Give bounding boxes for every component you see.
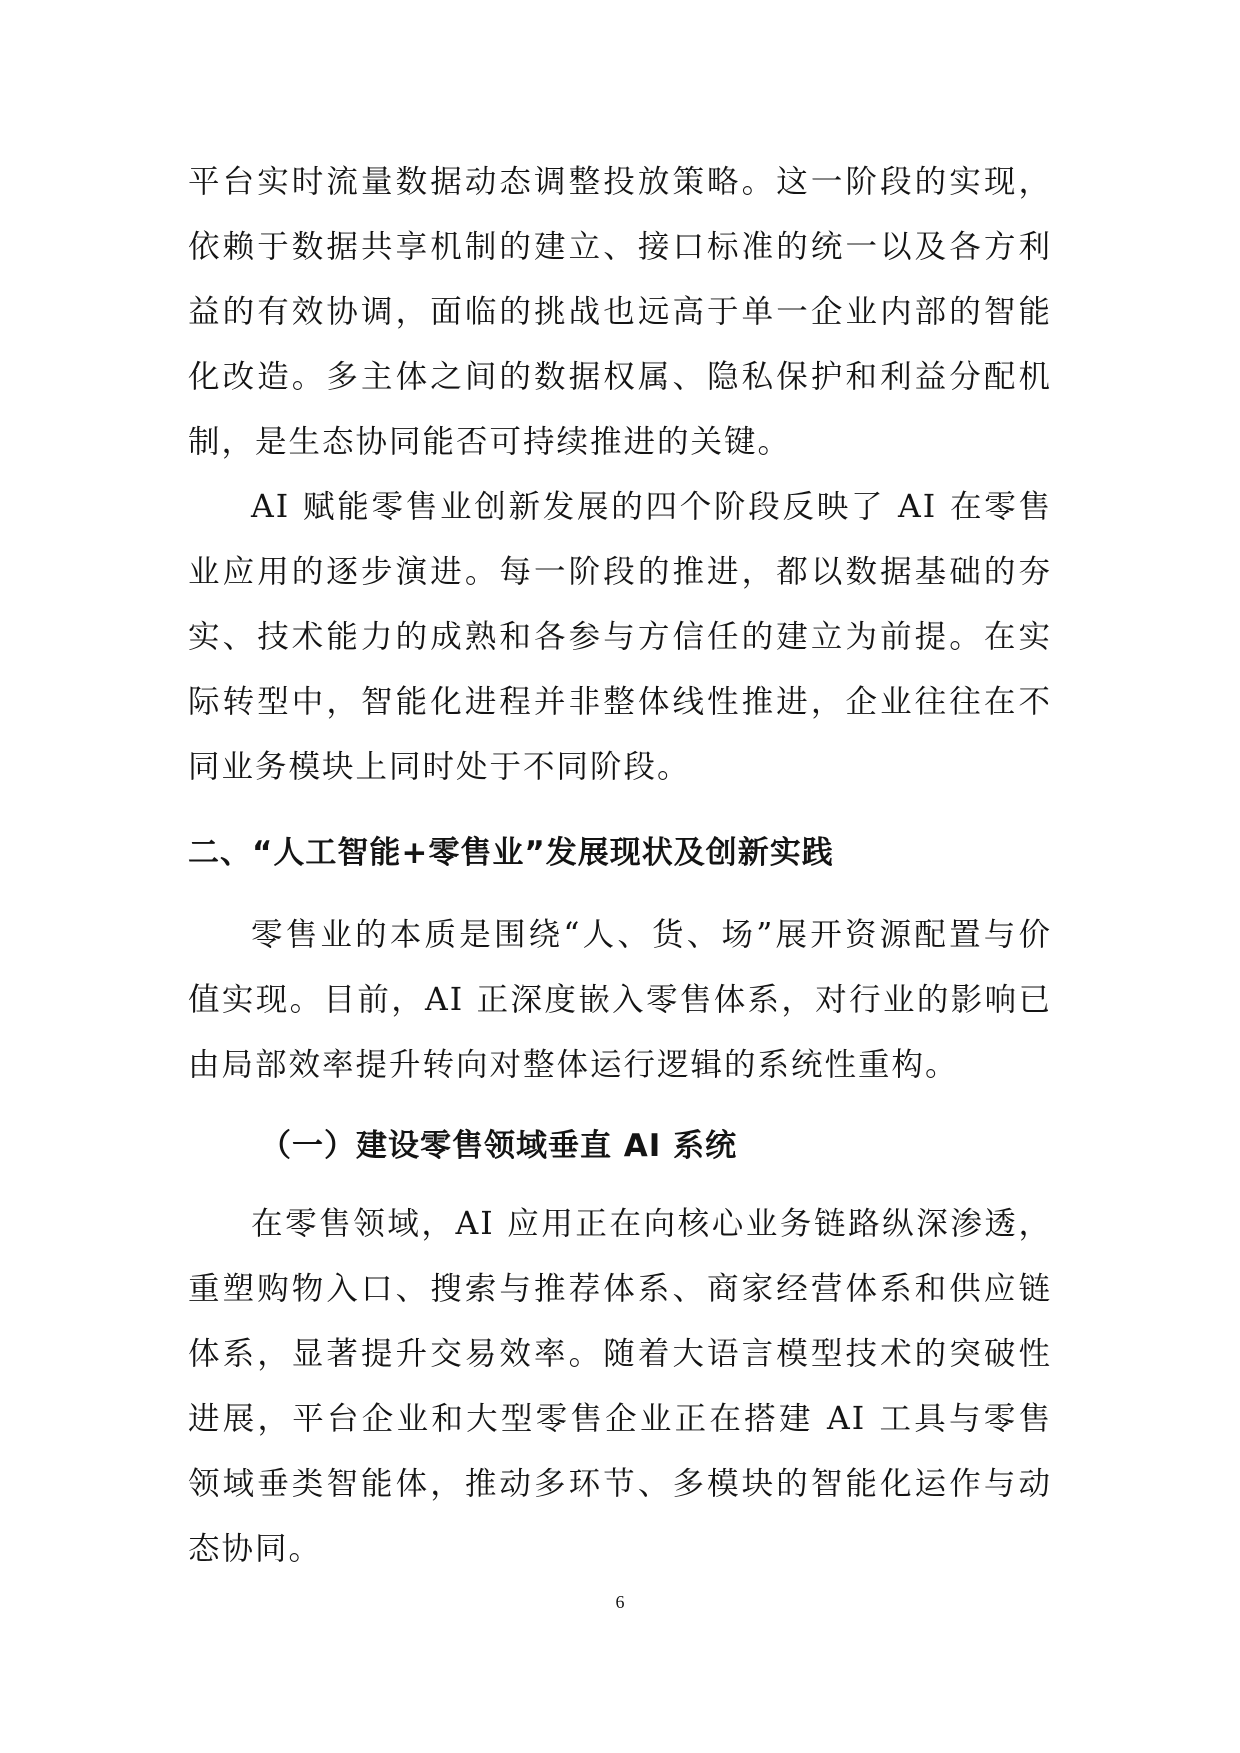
page-number: 6 — [615, 1592, 625, 1612]
document-page — [188, 150, 1052, 1582]
paragraph-section-intro: 零售业的本质是围绕“人、货、场”展开资源配置与价值实现。目前，AI 正深度嵌入零售体系，对行业的影响已由局部效率提升转向对整体运行逻辑的系统性重构。 — [188, 917, 1052, 1083]
subsection-heading: （一）建设零售领域垂直 AI 系统 — [260, 1128, 738, 1164]
section-heading: 二、“人工智能+零售业”发展现状及创新实践 — [188, 835, 834, 871]
paragraph-subsection-body: 在零售领域，AI 应用正在向核心业务链路纵深渗透，重塑购物入口、搜索与推荐体系、商家经营体系和供应链体系，显著提升交易效率。随着大语言模型技术的突破性进展，平台企业和大型零售企业正在搭建 AI 工具与零售领域垂类智能体，推动多环节、多模块的智能化运作与动态协同。 — [188, 1206, 1052, 1567]
paragraph-continuation: 平台实时流量数据动态调整投放策略。这一阶段的实现，依赖于数据共享机制的建立、接口标准的统一以及各方利益的有效协调，面临的挑战也远高于单一企业内部的智能化改造。多主体之间的数据权属、隐私保护和利益分配机制，是生态协同能否可持续推进的关键。 — [188, 164, 1052, 460]
paragraph-four-stages: AI 赋能零售业创新发展的四个阶段反映了 AI 在零售业应用的逐步演进。每一阶段的推进，都以数据基础的夯实、技术能力的成熟和各参与方信任的建立为前提。在实际转型中，智能化进程并非整体线性推进，企业往往在不同业务模块上同时处于不同阶段。 — [188, 489, 1052, 785]
